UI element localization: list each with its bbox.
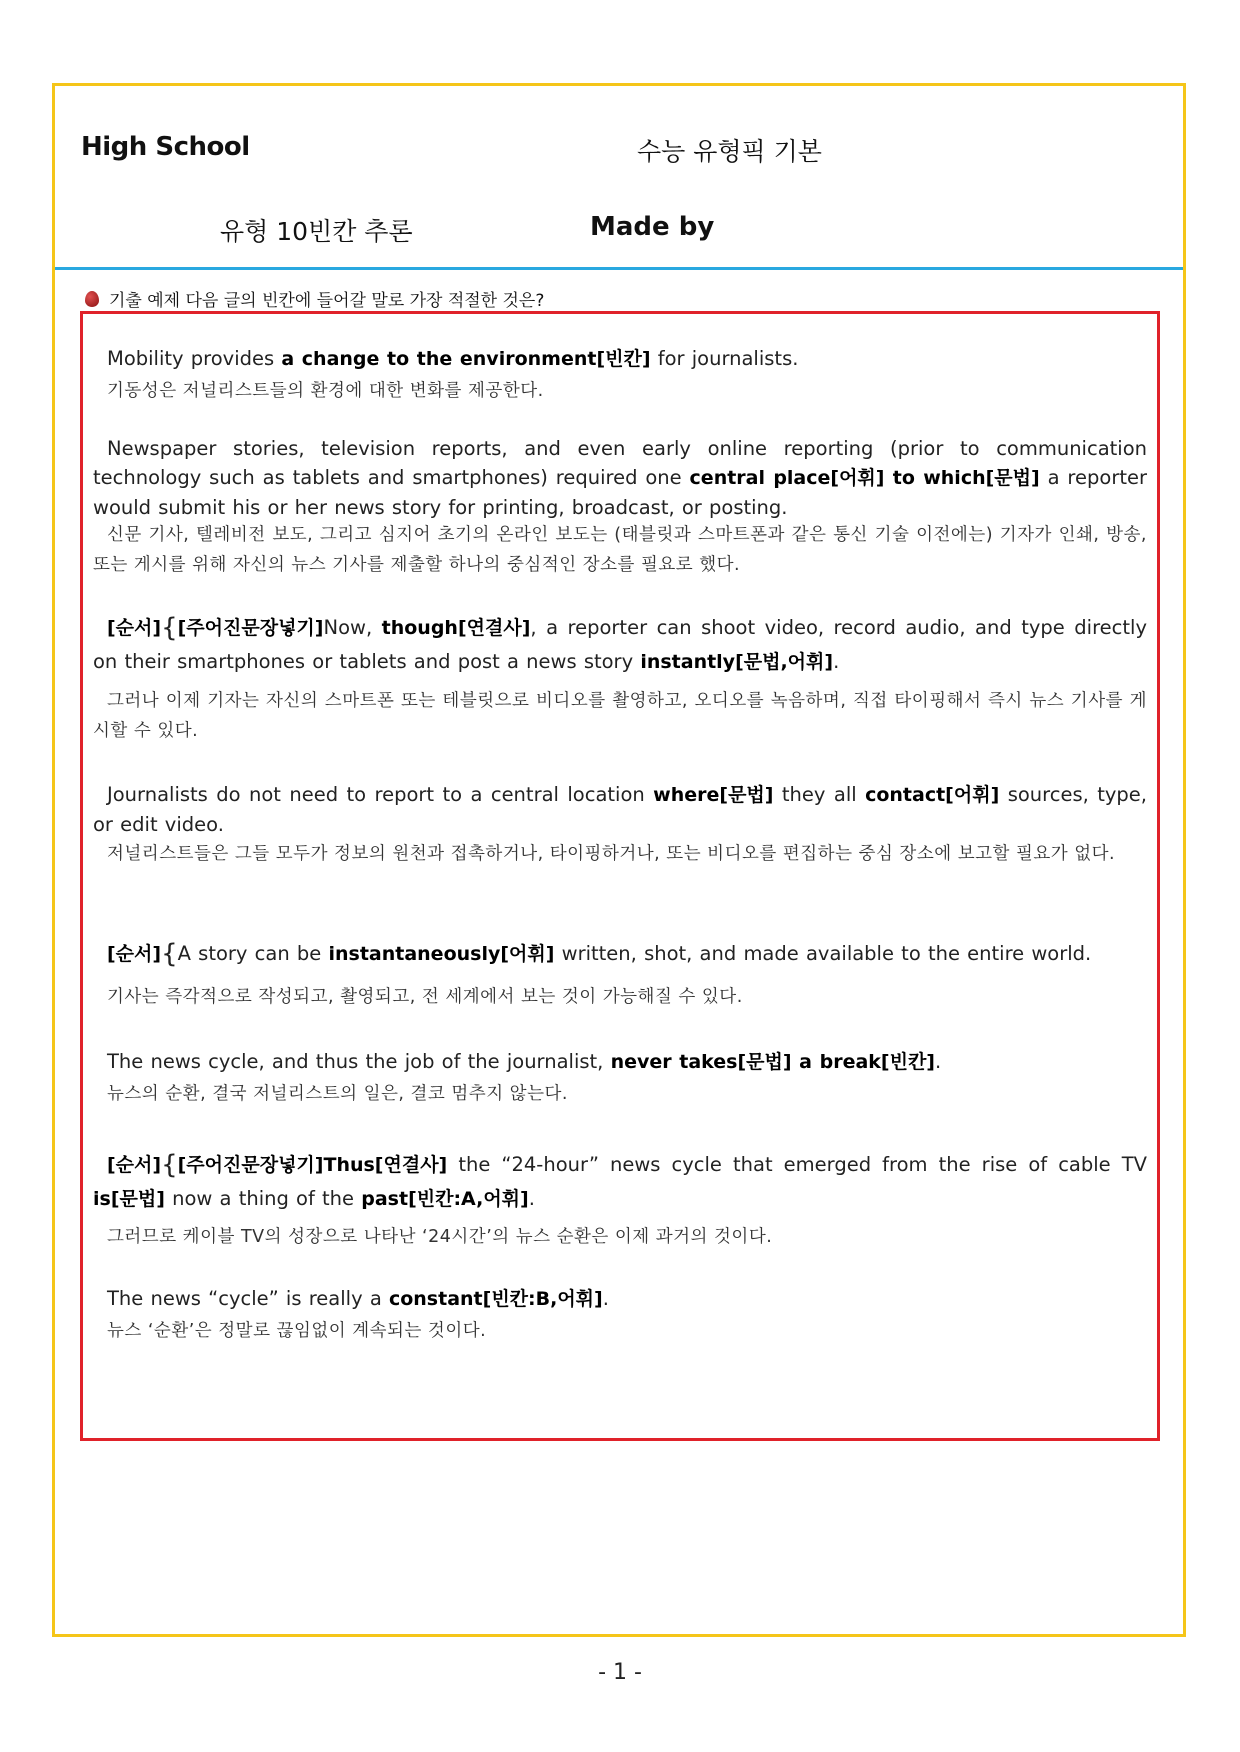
keyword: though[연결사] (381, 617, 531, 639)
sentence-ko-5: 기사는 즉각적으로 작성되고, 촬영되고, 전 세계에서 보는 것이 가능해질 수 있다. (107, 987, 743, 1007)
keyword: contact[어휘] (865, 784, 1000, 806)
sentence-ko-7: 그러므로 케이블 TV의 성장으로 나타난 ‘24시간’의 뉴스 순환은 이제 과거의 것이다. (107, 1227, 773, 1247)
sentence-ko-3: 그러나 이제 기자는 자신의 스마트폰 또는 테블릿으로 비디오를 촬영하고, 오디오를 녹음하며, 직접 타이핑해서 즉시 뉴스 기사를 게시할 수 있다. (93, 691, 1147, 741)
keyword: never takes[문법] a break[빈칸] (610, 1051, 935, 1073)
keyword: Thus[연결사] (323, 1154, 448, 1176)
brace-mark: { (161, 613, 178, 643)
sentence-en-6: The news cycle, and thus the job of the journalist, never takes[문법] a break[빈칸]. (107, 1050, 942, 1073)
school-label: High School (81, 132, 250, 162)
brace-mark: { (161, 1150, 178, 1180)
question-prompt (85, 286, 544, 311)
sentence-ko-4: 저널리스트들은 그들 모두가 정보의 원천과 접촉하거나, 타이핑하거나, 또는 비디오를 편집하는 중심 장소에 보고할 필요가 없다. (107, 844, 1116, 864)
sentence-en-2: Newspaper stories, television reports, and even early online reporting (prior to communication technology such as tablets and smartphones) required one central place[어휘] to which[문법] a reporter would submit his or her news story for printing, broadcast, or posting. (93, 437, 1147, 519)
order-tag: [순서] (107, 943, 162, 965)
keyword: past[빈칸:A,어휘] (361, 1188, 529, 1210)
made-by-label: Made by (590, 212, 715, 242)
order-tag: [순서] (107, 617, 162, 639)
keyword: instantaneously[어휘] (328, 943, 555, 965)
keyword: where[문법] (653, 784, 774, 806)
sentence-en-4: Journalists do not need to report to a central location where[문법] they all contact[어휘] sources, type, or edit video. (93, 783, 1147, 836)
passage-box (80, 311, 1160, 1441)
sentence-en-8: The news “cycle” is really a constant[빈칸:B,어휘]. (107, 1287, 609, 1310)
order-tag: [순서] (107, 1154, 162, 1176)
sentence-en-3: [순서]{[주어진문장넣기]Now, though[연결사], a reporter can shoot video, record audio, and type directly on their smartphones or tablets and post a news story instantly[문법,어휘]. (93, 613, 1147, 673)
sentence-ko-8: 뉴스 ‘순환’은 정말로 끊임없이 계속되는 것이다. (107, 1321, 487, 1341)
brace-mark: { (161, 939, 178, 969)
keyword: instantly[문법,어휘] (640, 651, 834, 673)
sentence-en-1: Mobility provides a change to the environment[빈칸] for journalists. (107, 347, 799, 370)
page-number: - 1 - (598, 1660, 642, 1685)
keyword: constant[빈칸:B,어휘] (388, 1288, 603, 1310)
worksheet-title: 수능 유형픽 기본 (637, 137, 822, 166)
question-text: 기출 예제 다음 글의 빈칸에 들어갈 말로 가장 적절한 것은? (109, 291, 545, 311)
question-type: 유형 10빈칸 추론 (220, 217, 413, 246)
keyword: central place[어휘] to which[문법] (689, 467, 1040, 489)
keyword: a change to the environment[빈칸] (281, 348, 651, 370)
sentence-en-5: [순서]{A story can be instantaneously[어휘] written, shot, and made available to the entire world. (107, 939, 1092, 969)
keyword: is[문법] (93, 1188, 165, 1210)
sentence-ko-2: 신문 기사, 텔레비전 보도, 그리고 심지어 초기의 온라인 보도는 (태블릿과 스마트폰과 같은 통신 기술 이전에는) 기자가 인쇄, 방송, 또는 게시를 위해 자신의 뉴스 기사를 제출할 하나의 중심적인 장소를 필요로 했다. (93, 525, 1147, 575)
header-divider (55, 267, 1183, 270)
strawberry-bullet-icon (85, 291, 99, 307)
sentence-ko-6: 뉴스의 순환, 결국 저널리스트의 일은, 결코 멈추지 않는다. (107, 1084, 568, 1104)
sentence-ko-1: 기동성은 저널리스트들의 환경에 대한 변화를 제공한다. (107, 381, 544, 401)
sentence-en-7: [순서]{[주어진문장넣기]Thus[연결사] the “24-hour” news cycle that emerged from the rise of cable TV is[문법] now a thing of the past[빈칸:A,어휘]. (93, 1150, 1147, 1210)
